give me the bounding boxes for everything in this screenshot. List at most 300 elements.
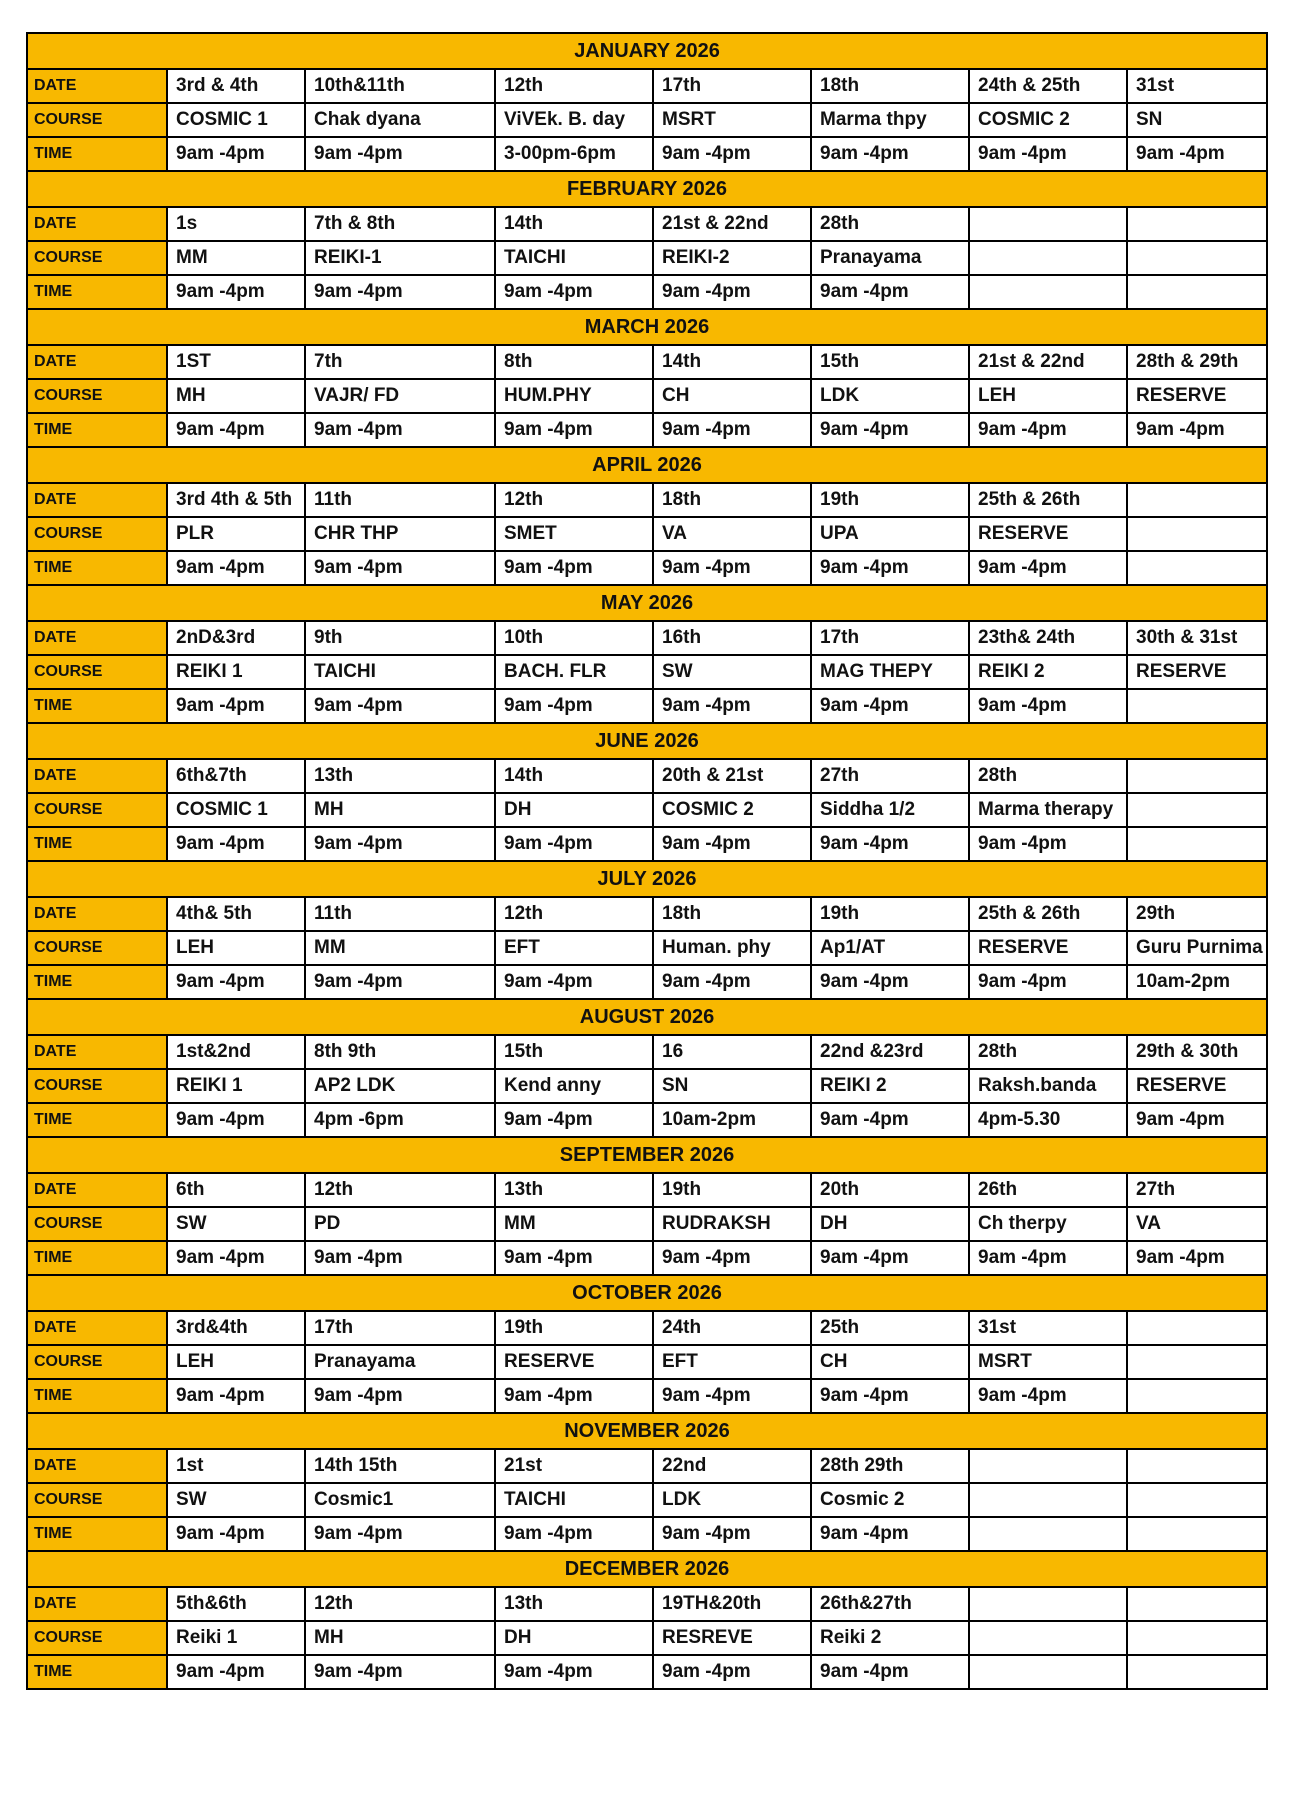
time-cell: 9am -4pm [167,1241,305,1275]
course-cell: VAJR/ FD [305,379,495,413]
month-title [27,309,1267,345]
date-cell: 3rd & 4th [167,69,305,103]
time-cell [1127,551,1267,585]
date-cell: 17th [811,621,969,655]
time-cell: 9am -4pm [495,413,653,447]
month-title-text: APRIL 2026 [592,453,702,476]
time-cell [969,1517,1127,1551]
time-label: TIME [27,965,167,999]
time-cell: 9am -4pm [969,137,1127,171]
course-cell: COSMIC 2 [969,103,1127,137]
time-cell [1127,689,1267,723]
month-title-text: OCTOBER 2026 [572,1281,722,1304]
date-cell: 21st [495,1449,653,1483]
course-label: COURSE [27,931,167,965]
month-title-text: DECEMBER 2026 [564,1557,730,1580]
time-row [27,827,1267,861]
date-cell: 1st [167,1449,305,1483]
date-cell [1127,483,1267,517]
time-cell: 9am -4pm [167,137,305,171]
month-title [27,1551,1267,1587]
month-header-row [27,1137,1267,1173]
course-cell: CHR THP [305,517,495,551]
date-cell: 27th [811,759,969,793]
time-cell: 9am -4pm [969,965,1127,999]
course-cell: UPA [811,517,969,551]
time-cell: 9am -4pm [811,1655,969,1689]
time-label: TIME [27,1379,167,1413]
course-cell: RESERVE [969,517,1127,551]
course-cell: RESREVE [653,1621,811,1655]
course-cell: REIKI 1 [167,1069,305,1103]
month-title [27,1413,1267,1449]
time-label: TIME [27,551,167,585]
date-cell: 31st [1127,69,1267,103]
date-cell: 2nD&3rd [167,621,305,655]
time-cell: 9am -4pm [167,827,305,861]
time-cell: 9am -4pm [653,551,811,585]
time-cell: 9am -4pm [969,827,1127,861]
date-cell: 11th [305,897,495,931]
month-header-row [27,309,1267,345]
course-cell: MM [167,241,305,275]
date-label: DATE [27,1035,167,1069]
date-row [27,1449,1267,1483]
date-cell: 20th & 21st [653,759,811,793]
course-cell: LDK [811,379,969,413]
date-cell: 19th [811,483,969,517]
course-cell: LEH [969,379,1127,413]
time-row [27,1517,1267,1551]
course-cell: Cosmic1 [305,1483,495,1517]
course-cell: COSMIC 1 [167,103,305,137]
date-cell: 28th [969,1035,1127,1069]
month-header-row [27,1275,1267,1311]
course-cell: RUDRAKSH [653,1207,811,1241]
course-cell: Chak dyana [305,103,495,137]
course-cell: MAG THEPY [811,655,969,689]
time-cell: 9am -4pm [495,827,653,861]
time-row [27,1655,1267,1689]
date-cell: 10th [495,621,653,655]
course-cell: MH [305,1621,495,1655]
course-cell: SW [167,1483,305,1517]
date-label: DATE [27,69,167,103]
time-cell: 9am -4pm [653,1655,811,1689]
time-cell: 9am -4pm [305,689,495,723]
date-cell [1127,1311,1267,1345]
time-cell: 9am -4pm [495,1517,653,1551]
month-header-row [27,447,1267,483]
month-title-text: SEPTEMBER 2026 [559,1143,735,1166]
time-cell: 9am -4pm [305,1379,495,1413]
date-cell: 29th [1127,897,1267,931]
time-cell: 9am -4pm [811,1241,969,1275]
course-cell: LEH [167,931,305,965]
time-cell: 9am -4pm [653,275,811,309]
course-cell: REIKI-2 [653,241,811,275]
course-row [27,103,1267,137]
date-cell: 4th& 5th [167,897,305,931]
date-cell: 11th [305,483,495,517]
date-cell: 17th [305,1311,495,1345]
date-cell: 8th 9th [305,1035,495,1069]
course-cell: TAICHI [495,1483,653,1517]
date-row [27,1035,1267,1069]
date-cell: 14th [495,759,653,793]
time-label: TIME [27,689,167,723]
time-cell: 9am -4pm [969,689,1127,723]
date-cell: 12th [305,1587,495,1621]
date-label: DATE [27,1449,167,1483]
course-label: COURSE [27,1621,167,1655]
course-cell [969,241,1127,275]
time-row [27,551,1267,585]
course-label: COURSE [27,1069,167,1103]
course-row [27,241,1267,275]
time-cell: 9am -4pm [811,965,969,999]
time-cell: 9am -4pm [305,1241,495,1275]
date-cell: 7th [305,345,495,379]
time-label: TIME [27,1655,167,1689]
date-cell: 18th [653,897,811,931]
course-cell: PD [305,1207,495,1241]
time-cell: 9am -4pm [167,689,305,723]
time-row [27,1103,1267,1137]
month-title [27,861,1267,897]
time-cell [1127,1655,1267,1689]
date-cell: 15th [495,1035,653,1069]
course-cell: EFT [653,1345,811,1379]
month-title [27,171,1267,207]
course-cell: VA [1127,1207,1267,1241]
time-cell [1127,1517,1267,1551]
course-cell: Marma thpy [811,103,969,137]
date-row [27,1587,1267,1621]
month-title-text: FEBRUARY 2026 [566,177,728,200]
time-cell [969,1655,1127,1689]
time-cell: 9am -4pm [167,413,305,447]
time-cell: 9am -4pm [969,1241,1127,1275]
date-cell [1127,1587,1267,1621]
date-label: DATE [27,759,167,793]
course-cell [1127,1483,1267,1517]
course-label: COURSE [27,655,167,689]
date-label: DATE [27,897,167,931]
time-cell: 9am -4pm [495,1379,653,1413]
date-cell: 16th [653,621,811,655]
course-cell: MSRT [969,1345,1127,1379]
course-row [27,1621,1267,1655]
date-row [27,69,1267,103]
time-cell: 9am -4pm [653,137,811,171]
schedule-table [26,32,1268,1690]
course-cell: Ap1/AT [811,931,969,965]
course-cell [1127,1621,1267,1655]
time-label: TIME [27,1517,167,1551]
time-cell: 9am -4pm [653,1517,811,1551]
course-cell: Siddha 1/2 [811,793,969,827]
course-cell: COSMIC 2 [653,793,811,827]
date-cell: 6th&7th [167,759,305,793]
course-row [27,655,1267,689]
course-cell: VA [653,517,811,551]
course-cell: SN [1127,103,1267,137]
course-cell [969,1483,1127,1517]
course-cell: LDK [653,1483,811,1517]
date-cell: 22nd &23rd [811,1035,969,1069]
course-cell: ViVEk. B. day [495,103,653,137]
date-label: DATE [27,1311,167,1345]
date-cell: 17th [653,69,811,103]
date-cell: 29th & 30th [1127,1035,1267,1069]
date-cell: 12th [495,69,653,103]
date-cell [969,1587,1127,1621]
time-cell: 4pm -6pm [305,1103,495,1137]
date-label: DATE [27,345,167,379]
course-cell: LEH [167,1345,305,1379]
date-cell: 5th&6th [167,1587,305,1621]
month-header-row [27,723,1267,759]
time-cell: 3-00pm-6pm [495,137,653,171]
course-cell: Pranayama [811,241,969,275]
date-cell: 31st [969,1311,1127,1345]
date-cell [1127,759,1267,793]
month-title-text: MARCH 2026 [584,315,710,338]
date-cell: 19th [811,897,969,931]
time-cell [1127,275,1267,309]
month-title-text: NOVEMBER 2026 [564,1419,730,1442]
time-cell: 9am -4pm [1127,1241,1267,1275]
month-title-text: JANUARY 2026 [574,39,720,62]
time-cell: 9am -4pm [811,137,969,171]
month-header-row [27,171,1267,207]
date-cell: 24th & 25th [969,69,1127,103]
date-row [27,759,1267,793]
date-label: DATE [27,1173,167,1207]
date-row [27,1311,1267,1345]
date-cell: 25th & 26th [969,483,1127,517]
course-label: COURSE [27,1207,167,1241]
course-cell: BACH. FLR [495,655,653,689]
time-cell: 9am -4pm [167,551,305,585]
date-cell: 7th & 8th [305,207,495,241]
time-row [27,137,1267,171]
course-cell: RESERVE [495,1345,653,1379]
course-cell: HUM.PHY [495,379,653,413]
course-cell: COSMIC 1 [167,793,305,827]
date-cell: 23th& 24th [969,621,1127,655]
time-cell: 9am -4pm [653,413,811,447]
course-cell: Human. phy [653,931,811,965]
course-label: COURSE [27,793,167,827]
time-cell: 9am -4pm [811,551,969,585]
time-cell: 9am -4pm [811,827,969,861]
time-cell: 9am -4pm [811,1103,969,1137]
time-cell: 9am -4pm [811,413,969,447]
time-cell: 9am -4pm [1127,1103,1267,1137]
date-row [27,345,1267,379]
date-cell: 14th [495,207,653,241]
time-cell: 9am -4pm [305,1517,495,1551]
time-cell: 9am -4pm [495,551,653,585]
time-cell [1127,1379,1267,1413]
course-cell [969,1621,1127,1655]
date-cell: 15th [811,345,969,379]
date-cell: 6th [167,1173,305,1207]
course-cell: SW [167,1207,305,1241]
time-cell: 9am -4pm [167,1517,305,1551]
month-header-row [27,1551,1267,1587]
month-title [27,1275,1267,1311]
course-cell [1127,793,1267,827]
date-cell: 3rd 4th & 5th [167,483,305,517]
course-cell: RESERVE [1127,1069,1267,1103]
time-cell: 9am -4pm [167,1103,305,1137]
date-cell: 27th [1127,1173,1267,1207]
course-cell: REIKI-1 [305,241,495,275]
date-cell: 13th [495,1587,653,1621]
time-cell: 9am -4pm [305,551,495,585]
date-cell: 30th & 31st [1127,621,1267,655]
course-cell: RESERVE [969,931,1127,965]
time-cell: 9am -4pm [811,689,969,723]
course-cell: MH [167,379,305,413]
date-label: DATE [27,207,167,241]
date-row [27,621,1267,655]
month-title-text: MAY 2026 [600,591,694,614]
time-cell: 9am -4pm [305,965,495,999]
month-title-text: JULY 2026 [597,867,697,890]
date-cell: 25th & 26th [969,897,1127,931]
time-label: TIME [27,827,167,861]
course-cell: EFT [495,931,653,965]
course-cell: MM [495,1207,653,1241]
time-cell [1127,827,1267,861]
date-label: DATE [27,1587,167,1621]
course-row [27,931,1267,965]
course-cell: SW [653,655,811,689]
course-row [27,1207,1267,1241]
month-title [27,723,1267,759]
time-cell: 9am -4pm [811,1517,969,1551]
date-cell: 16 [653,1035,811,1069]
date-cell: 19th [495,1311,653,1345]
time-label: TIME [27,1241,167,1275]
time-cell: 9am -4pm [495,275,653,309]
time-cell: 10am-2pm [653,1103,811,1137]
time-cell: 9am -4pm [495,689,653,723]
date-cell: 28th 29th [811,1449,969,1483]
month-title [27,585,1267,621]
date-cell: 3rd&4th [167,1311,305,1345]
date-cell: 21st & 22nd [653,207,811,241]
course-cell [1127,241,1267,275]
date-cell: 24th [653,1311,811,1345]
date-cell: 10th&11th [305,69,495,103]
date-cell [969,1449,1127,1483]
time-label: TIME [27,137,167,171]
course-row [27,379,1267,413]
month-title-text: JUNE 2026 [595,729,699,752]
date-cell: 8th [495,345,653,379]
month-title [27,999,1267,1035]
time-cell: 9am -4pm [653,827,811,861]
date-cell: 13th [495,1173,653,1207]
course-cell [1127,1345,1267,1379]
date-cell [969,207,1127,241]
time-cell: 10am-2pm [1127,965,1267,999]
date-cell [1127,207,1267,241]
course-label: COURSE [27,103,167,137]
time-cell: 9am -4pm [167,1379,305,1413]
course-cell: Cosmic 2 [811,1483,969,1517]
month-title [27,33,1267,69]
course-cell: REIKI 2 [969,655,1127,689]
time-row [27,689,1267,723]
date-cell: 18th [653,483,811,517]
date-row [27,207,1267,241]
date-cell: 1s [167,207,305,241]
course-cell: Pranayama [305,1345,495,1379]
date-cell: 14th 15th [305,1449,495,1483]
date-cell: 22nd [653,1449,811,1483]
course-cell: MSRT [653,103,811,137]
time-cell: 4pm-5.30 [969,1103,1127,1137]
date-cell: 20th [811,1173,969,1207]
month-header-row [27,861,1267,897]
date-cell: 14th [653,345,811,379]
date-row [27,1173,1267,1207]
course-cell: DH [811,1207,969,1241]
time-row [27,275,1267,309]
course-cell: REIKI 1 [167,655,305,689]
course-cell: SMET [495,517,653,551]
time-cell: 9am -4pm [1127,413,1267,447]
date-cell: 28th & 29th [1127,345,1267,379]
month-header-row [27,585,1267,621]
time-cell: 9am -4pm [1127,137,1267,171]
time-cell: 9am -4pm [305,137,495,171]
date-cell: 28th [811,207,969,241]
course-cell: CH [811,1345,969,1379]
date-cell: 12th [495,897,653,931]
time-cell: 9am -4pm [969,413,1127,447]
course-label: COURSE [27,379,167,413]
date-cell: 12th [305,1173,495,1207]
course-label: COURSE [27,1483,167,1517]
course-cell: Reiki 2 [811,1621,969,1655]
time-cell: 9am -4pm [305,413,495,447]
time-cell: 9am -4pm [495,1241,653,1275]
course-cell: CH [653,379,811,413]
month-title [27,447,1267,483]
schedule-sheet [26,32,1266,1690]
time-label: TIME [27,1103,167,1137]
course-cell: Ch therpy [969,1207,1127,1241]
time-cell: 9am -4pm [969,1379,1127,1413]
time-cell [969,275,1127,309]
course-cell: Marma therapy [969,793,1127,827]
course-cell: PLR [167,517,305,551]
course-cell: RESERVE [1127,655,1267,689]
date-cell: 28th [969,759,1127,793]
time-row [27,413,1267,447]
date-cell: 26th [969,1173,1127,1207]
date-cell: 12th [495,483,653,517]
date-cell: 1ST [167,345,305,379]
course-cell: TAICHI [495,241,653,275]
